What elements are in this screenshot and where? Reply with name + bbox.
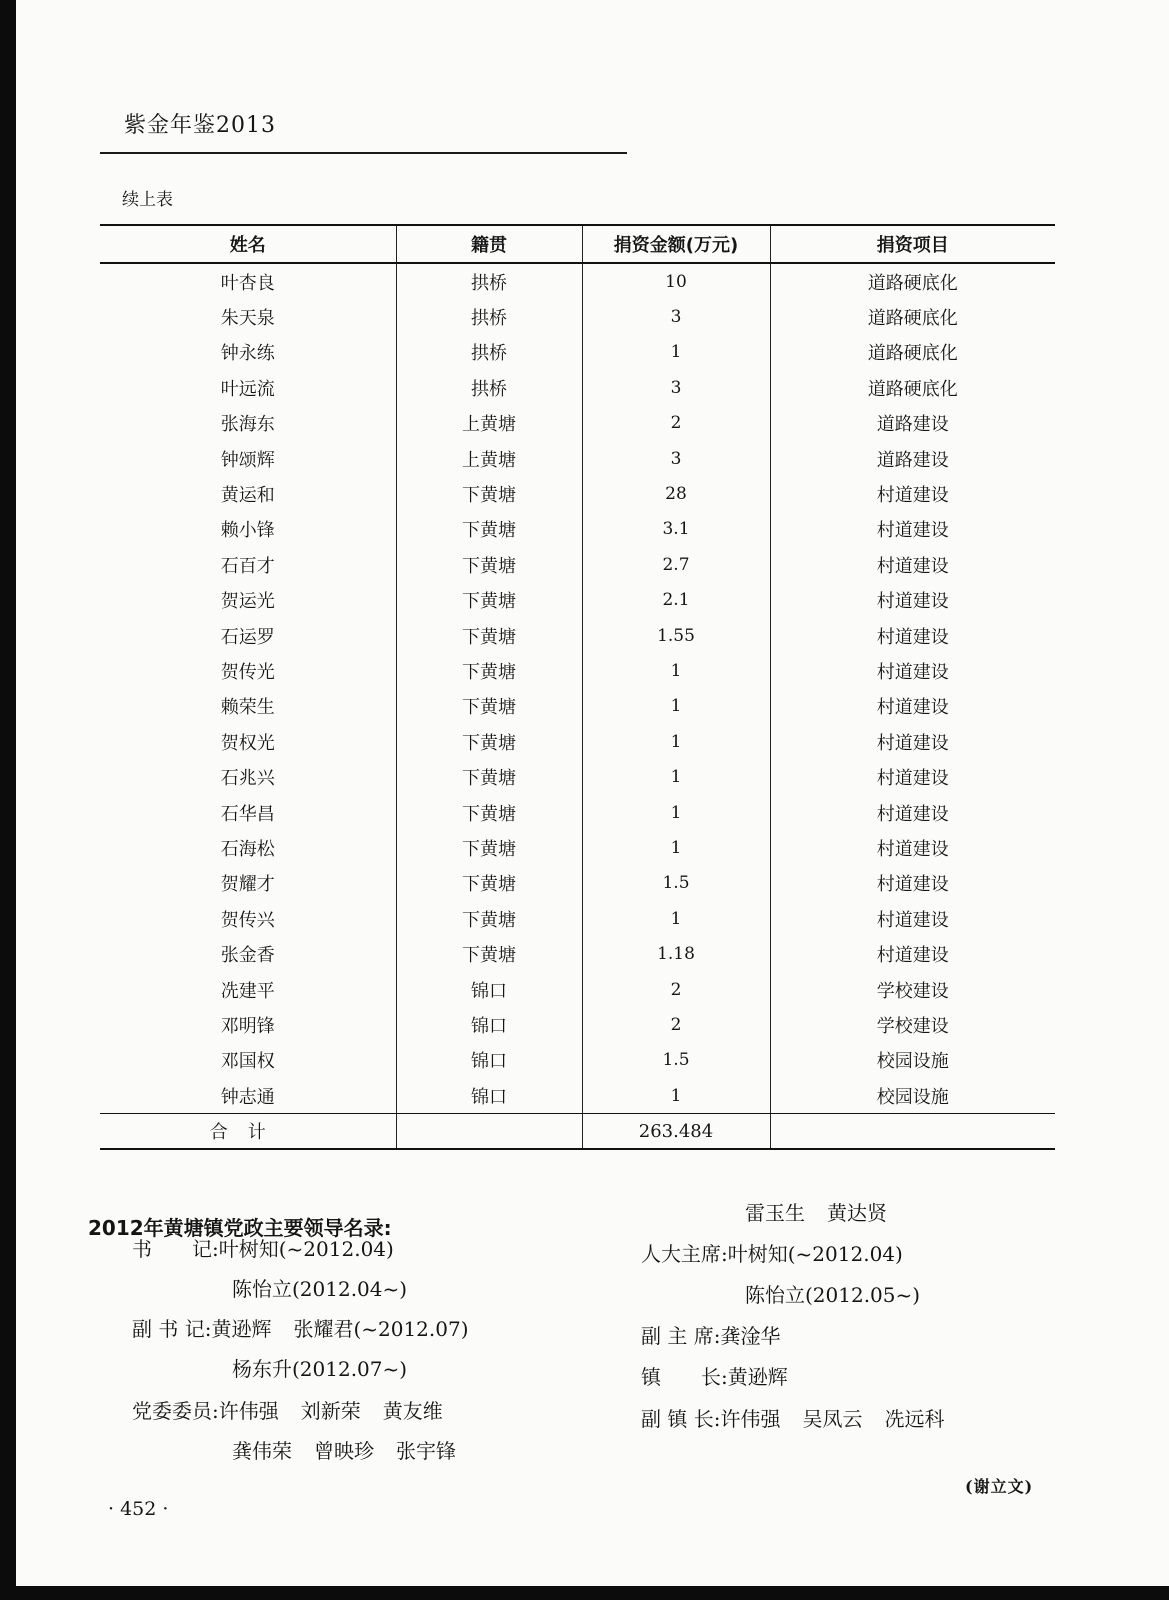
leader-name: 叶树知(~2012.04) — [218, 1237, 394, 1261]
secretary-line — [132, 1233, 394, 1262]
cell-project: 村道建设 — [770, 476, 1055, 511]
deputy-secretary-line — [132, 1313, 469, 1342]
cell-hometown: 拱桥 — [396, 335, 582, 370]
cell-project: 村道建设 — [770, 653, 1055, 688]
committee-line — [132, 1395, 443, 1424]
cell-project: 村道建设 — [770, 618, 1055, 653]
table-row — [100, 512, 1055, 547]
table-row — [100, 901, 1055, 936]
cell-hometown: 下黄塘 — [396, 936, 582, 971]
leader-name: 曾映珍 — [314, 1439, 374, 1463]
cell-name: 赖小锋 — [100, 512, 396, 547]
mayor-line — [641, 1361, 788, 1390]
cell-name: 贺传光 — [100, 653, 396, 688]
scan-edge-left — [0, 0, 16, 1600]
cell-project: 村道建设 — [770, 689, 1055, 724]
page-number: · 452 · — [108, 1498, 169, 1520]
leader-name: 黄逊辉 — [727, 1365, 788, 1389]
table-row — [100, 653, 1055, 688]
cell-project: 村道建设 — [770, 583, 1055, 618]
cell-project: 学校建设 — [770, 972, 1055, 1007]
cell-name: 冼建平 — [100, 972, 396, 1007]
role-label: 副 主 席: — [641, 1324, 721, 1348]
table-row — [100, 972, 1055, 1007]
role-label: 副 镇 长: — [641, 1407, 721, 1431]
header-hometown: 籍贯 — [396, 225, 582, 263]
cell-amount: 3.1 — [582, 512, 770, 547]
cell-hometown: 拱桥 — [396, 299, 582, 334]
table-row — [100, 406, 1055, 441]
table-row — [100, 263, 1055, 299]
total-value: 263.484 — [582, 1114, 770, 1150]
total-empty-cell — [770, 1114, 1055, 1150]
cell-amount: 2 — [582, 1007, 770, 1042]
vice-mayor-line — [641, 1403, 944, 1432]
table-row — [100, 830, 1055, 865]
cell-amount: 1 — [582, 689, 770, 724]
author-credit: (谢立文) — [965, 1477, 1034, 1496]
table-row — [100, 795, 1055, 830]
cell-hometown: 锦口 — [396, 1043, 582, 1078]
table-row — [100, 583, 1055, 618]
secretary-line-2 — [232, 1273, 407, 1302]
cell-amount: 1 — [582, 724, 770, 759]
leader-name: 陈怡立(2012.04~) — [232, 1277, 408, 1301]
cell-amount: 1 — [582, 830, 770, 865]
cell-hometown: 下黄塘 — [396, 901, 582, 936]
cell-amount: 10 — [582, 263, 770, 299]
cell-name: 贺运光 — [100, 583, 396, 618]
leader-name: 张耀君(~2012.07) — [293, 1317, 469, 1341]
cell-project: 道路建设 — [770, 406, 1055, 441]
cell-name: 朱天泉 — [100, 299, 396, 334]
cell-hometown: 下黄塘 — [396, 759, 582, 794]
table-header-row — [100, 225, 1055, 263]
cell-name: 叶杏良 — [100, 263, 396, 299]
cell-hometown: 拱桥 — [396, 370, 582, 405]
cell-hometown: 上黄塘 — [396, 441, 582, 476]
cell-amount: 3 — [582, 299, 770, 334]
cell-amount: 1 — [582, 901, 770, 936]
cell-amount: 1.5 — [582, 866, 770, 901]
cell-amount: 1.5 — [582, 1043, 770, 1078]
cell-project: 道路建设 — [770, 441, 1055, 476]
cell-hometown: 下黄塘 — [396, 583, 582, 618]
table-row — [100, 724, 1055, 759]
leader-name: 黄友维 — [382, 1399, 443, 1423]
leader-name: 雷玉生 — [745, 1201, 805, 1225]
cell-hometown: 下黄塘 — [396, 653, 582, 688]
leaders-title: 2012年黄塘镇党政主要领导名录: — [88, 1216, 392, 1240]
table-row — [100, 335, 1055, 370]
npc-chair-line — [641, 1238, 903, 1267]
leader-name: 黄逊辉 — [211, 1317, 272, 1341]
cell-project: 村道建设 — [770, 795, 1055, 830]
header-rule — [100, 152, 627, 154]
cell-amount: 3 — [582, 441, 770, 476]
cell-hometown: 下黄塘 — [396, 547, 582, 582]
deputy-secretary-line-2 — [232, 1353, 407, 1382]
leader-name: 张宇锋 — [396, 1439, 456, 1463]
cell-amount: 3 — [582, 370, 770, 405]
cell-name: 钟志通 — [100, 1078, 396, 1114]
table-row — [100, 618, 1055, 653]
cell-hometown: 锦口 — [396, 1078, 582, 1114]
header-amount: 捐资金额(万元) — [582, 225, 770, 263]
cell-hometown: 下黄塘 — [396, 689, 582, 724]
cell-project: 村道建设 — [770, 901, 1055, 936]
table-row — [100, 1078, 1055, 1114]
npc-chair-line-2 — [745, 1279, 920, 1308]
cell-name: 钟颂辉 — [100, 441, 396, 476]
cell-name: 钟永练 — [100, 335, 396, 370]
table-row — [100, 547, 1055, 582]
table-row — [100, 441, 1055, 476]
cell-name: 贺耀才 — [100, 866, 396, 901]
cell-project: 村道建设 — [770, 759, 1055, 794]
committee-line-2 — [232, 1435, 456, 1464]
cell-amount: 28 — [582, 476, 770, 511]
cell-name: 张金香 — [100, 936, 396, 971]
header-project: 捐资项目 — [770, 225, 1055, 263]
cell-name: 贺权光 — [100, 724, 396, 759]
cell-name: 黄运和 — [100, 476, 396, 511]
role-label: 人大主席: — [641, 1242, 728, 1266]
cell-project: 村道建设 — [770, 724, 1055, 759]
total-label: 合计 — [100, 1114, 396, 1150]
cell-project: 道路硬底化 — [770, 299, 1055, 334]
cell-project: 校园设施 — [770, 1043, 1055, 1078]
table-row — [100, 759, 1055, 794]
table-row — [100, 370, 1055, 405]
cell-hometown: 锦口 — [396, 1007, 582, 1042]
cell-hometown: 上黄塘 — [396, 406, 582, 441]
cell-name: 贺传兴 — [100, 901, 396, 936]
leader-name: 杨东升(2012.07~) — [232, 1357, 408, 1381]
leader-name: 陈怡立(2012.05~) — [745, 1283, 921, 1307]
cell-project: 村道建设 — [770, 830, 1055, 865]
leader-name: 许伟强 — [720, 1407, 781, 1431]
role-label: 副 书 记: — [132, 1317, 212, 1341]
table-body — [100, 263, 1055, 1114]
cell-name: 石运罗 — [100, 618, 396, 653]
cell-hometown: 拱桥 — [396, 263, 582, 299]
cell-project: 村道建设 — [770, 547, 1055, 582]
table-row — [100, 299, 1055, 334]
role-label: 镇 长: — [641, 1365, 728, 1389]
cell-project: 学校建设 — [770, 1007, 1055, 1042]
table-row — [100, 936, 1055, 971]
running-head: 紫金年鉴2013 — [124, 113, 276, 138]
table-row — [100, 689, 1055, 724]
cell-amount: 2.1 — [582, 583, 770, 618]
leader-name: 吴凤云 — [802, 1407, 863, 1431]
table-row — [100, 476, 1055, 511]
cell-hometown: 下黄塘 — [396, 830, 582, 865]
leader-name: 龚伟荣 — [232, 1439, 292, 1463]
committee-line-3 — [745, 1197, 887, 1226]
cell-project: 道路硬底化 — [770, 263, 1055, 299]
cell-project: 道路硬底化 — [770, 370, 1055, 405]
cell-amount: 2.7 — [582, 547, 770, 582]
leader-name: 龚淦华 — [720, 1324, 781, 1348]
cell-hometown: 下黄塘 — [396, 795, 582, 830]
cell-amount: 1 — [582, 759, 770, 794]
cell-amount: 1 — [582, 335, 770, 370]
cell-hometown: 下黄塘 — [396, 512, 582, 547]
cell-name: 赖荣生 — [100, 689, 396, 724]
cell-project: 道路硬底化 — [770, 335, 1055, 370]
table-row — [100, 1007, 1055, 1042]
leader-name: 黄达贤 — [827, 1201, 887, 1225]
donation-table — [100, 224, 1055, 1150]
cell-amount: 1 — [582, 653, 770, 688]
cell-name: 邓国权 — [100, 1043, 396, 1078]
scan-edge-bottom — [0, 1586, 1169, 1600]
cell-amount: 2 — [582, 406, 770, 441]
cell-project: 村道建设 — [770, 866, 1055, 901]
cell-project: 村道建设 — [770, 936, 1055, 971]
leader-name: 冼远科 — [884, 1407, 945, 1431]
cell-hometown: 下黄塘 — [396, 618, 582, 653]
header-name: 姓名 — [100, 225, 396, 263]
continuation-label: 续上表 — [122, 190, 173, 210]
cell-hometown: 锦口 — [396, 972, 582, 1007]
cell-hometown: 下黄塘 — [396, 724, 582, 759]
cell-amount: 1 — [582, 1078, 770, 1114]
cell-name: 石兆兴 — [100, 759, 396, 794]
cell-amount: 2 — [582, 972, 770, 1007]
cell-amount: 1 — [582, 795, 770, 830]
npc-vice-chair-line — [641, 1320, 780, 1349]
cell-amount: 1.18 — [582, 936, 770, 971]
leader-name: 刘新荣 — [300, 1399, 361, 1423]
cell-name: 叶远流 — [100, 370, 396, 405]
cell-amount: 1.55 — [582, 618, 770, 653]
total-empty-cell — [396, 1114, 582, 1150]
table-row — [100, 1043, 1055, 1078]
table-total-row — [100, 1114, 1055, 1150]
cell-name: 石百才 — [100, 547, 396, 582]
cell-name: 张海东 — [100, 406, 396, 441]
cell-project: 校园设施 — [770, 1078, 1055, 1114]
cell-name: 石海松 — [100, 830, 396, 865]
cell-project: 村道建设 — [770, 512, 1055, 547]
cell-hometown: 下黄塘 — [396, 866, 582, 901]
cell-name: 邓明锋 — [100, 1007, 396, 1042]
role-label: 书 记: — [132, 1237, 219, 1261]
cell-hometown: 下黄塘 — [396, 476, 582, 511]
leader-name: 叶树知(~2012.04) — [727, 1242, 903, 1266]
cell-name: 石华昌 — [100, 795, 396, 830]
role-label: 党委委员: — [132, 1399, 219, 1423]
table-row — [100, 866, 1055, 901]
leader-name: 许伟强 — [218, 1399, 279, 1423]
